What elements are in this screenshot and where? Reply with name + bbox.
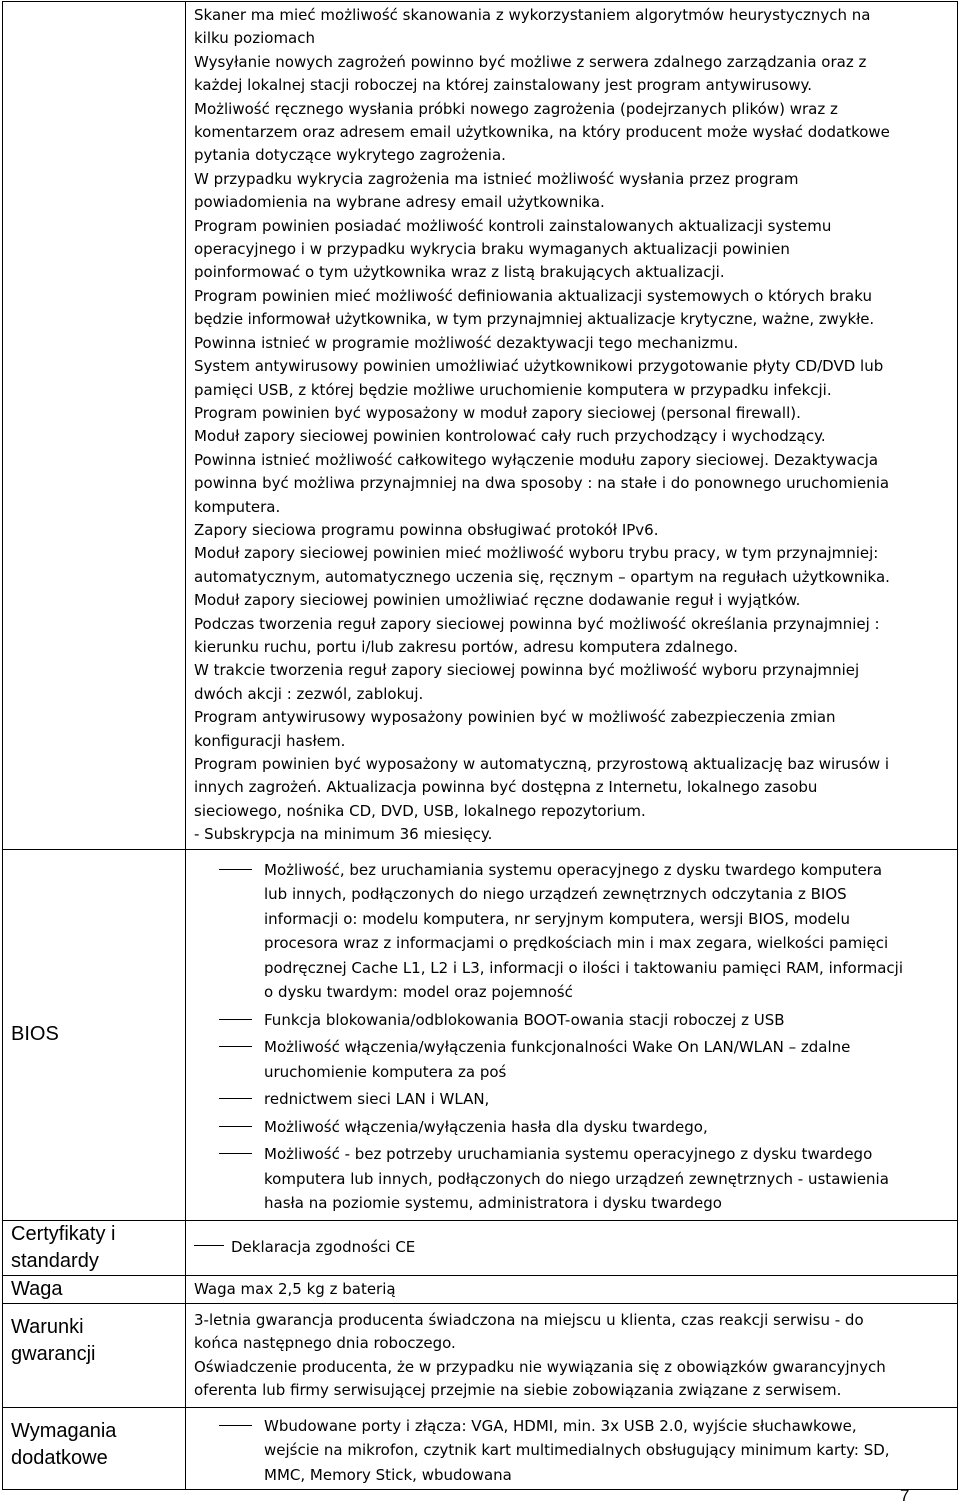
text-line: dwóch akcji : zezwól, zablokuj. [194, 684, 424, 703]
text-line: Moduł zapory sieciowej powinien umożliwiać ręczne dodawanie reguł i wyjątków. [194, 591, 801, 610]
dash-bullet-icon [219, 1046, 252, 1047]
list-item: Wbudowane porty i złącza: VGA, HDMI, min. 3x USB 2.0, wyjście słuchawkowe, wejście na mikrofon, czytnik kart multimedialnych obsługujący minimum karty: SD, MMC, Memory Stick, wbudowana [194, 1414, 949, 1488]
text-line: powiadomienia na wybrane adresy email użytkownika. [194, 193, 605, 212]
list-item: Możliwość - bez potrzeby uruchamiania systemu operacyjnego z dysku twardego komputera lub innych, podłączonych do niego urządzeń zewnętrznych - ustawienia hasła na poziomie systemu, administratora i dysku twardego [194, 1142, 949, 1216]
table-row [3, 1304, 958, 1408]
dash-bullet-icon [219, 1153, 252, 1154]
text-line: Moduł zapory sieciowej powinien mieć możliwość wyboru trybu pracy, w tym przynajmniej: [194, 544, 879, 563]
page-number: 7 [900, 1486, 910, 1505]
text-line: będzie informował użytkownika, w tym przynajmniej aktualizacje krytyczne, ważne, zwykłe. [194, 310, 875, 329]
list-item: Możliwość włączenia/wyłączenia funkcjonalności Wake On LAN/WLAN – zdalne uruchomienie komputera za poś [194, 1035, 949, 1084]
bios-requirements-cell [186, 849, 958, 1220]
row-label-additional: Wymagania dodatkowe [3, 1407, 186, 1490]
text-line: kilku poziomach [194, 29, 315, 48]
dash-bullet-icon [219, 1019, 252, 1020]
additional-requirements-cell [186, 1407, 958, 1490]
row-label-empty [3, 2, 186, 850]
text-line: operacyjnego i w przypadku wykrycia braku wymaganych aktualizacji powinien [194, 240, 790, 259]
text-line: Program antywirusowy wyposażony powinien być w możliwość zabezpieczenia zmian [194, 708, 836, 727]
text-line: W przypadku wykrycia zagrożenia ma istnieć możliwość wysłania przez program [194, 169, 799, 188]
text-line: końca następnego dnia roboczego. [194, 1334, 456, 1353]
text-line: poinformować o tym użytkownika wraz z listą brakujących aktualizacji. [194, 263, 725, 282]
table-row [3, 849, 958, 1220]
text-line: automatycznym, automatycznego uczenia się, ręcznym – opartym na regułach użytkownika. [194, 567, 890, 586]
text-line: System antywirusowy powinien umożliwiać użytkownikowi przygotowanie płyty CD/DVD lub [194, 357, 884, 376]
text-line: Program powinien mieć możliwość definiowania aktualizacji systemowych o których braku [194, 286, 872, 305]
text-line: Możliwość ręcznego wysłania próbki nowego zagrożenia (podejrzanych plików) wraz z [194, 99, 838, 118]
text-line: Powinna istnieć możliwość całkowitego wyłączenie modułu zapory sieciowej. Dezaktywacja [194, 450, 879, 469]
list-item: rednictwem sieci LAN i WLAN, [194, 1087, 949, 1112]
weight-cell [186, 1275, 958, 1303]
text-line: 3-letnia gwarancja producenta świadczona na miejscu u klienta, czas reakcji serwisu - do [194, 1311, 864, 1330]
text-line: konfiguracji hasłem. [194, 731, 346, 750]
table-row [3, 1407, 958, 1490]
text-line: Oświadczenie producenta, że w przypadku nie wywiązania się z obowiązków gwarancyjnych [194, 1357, 886, 1376]
list-item: Możliwość, bez uruchamiania systemu operacyjnego z dysku twardego komputera lub innych, podłączonych do niego urządzeń zewnętrznych odczytania z BIOS informacji o: modelu komputera, nr seryjnym komputera, wersji BIOS, modelu procesora wraz z informacjami o prędkościach min i max zegara, wielkości pamięci podręcznej Cache L1, L2 i L3, informacji o ilości i taktowaniu pamięci RAM, informacji o dysku twardym: model oraz pojemność [194, 858, 949, 1005]
antivirus-requirements-cell [186, 2, 958, 850]
warranty-cell [186, 1304, 958, 1408]
text-line: Podczas tworzenia reguł zapory sieciowej powinna być możliwość określania przynajmniej : [194, 614, 880, 633]
text-line: każdej lokalnej stacji roboczej na której zainstalowany jest program antywirusowy. [194, 76, 812, 95]
text-line: oferenta lub firmy serwisującej przejmie na siebie zobowiązania związane z serwisem. [194, 1381, 842, 1400]
text-line: innych zagrożeń. Aktualizacja powinna być dostępna z Internetu, lokalnego zasobu [194, 778, 818, 797]
text-line: powinna być możliwa przynajmniej na dwa sposoby : na stałe i do ponownego uruchomienia [194, 474, 890, 493]
table-row [3, 1275, 958, 1303]
text-line: komputera. [194, 497, 281, 516]
text-line: Program powinien być wyposażony w moduł zapory sieciowej (personal firewall). [194, 403, 801, 422]
specification-table [2, 1, 958, 1490]
text-line: Moduł zapory sieciowej powinien kontrolować cały ruch przychodzący i wychodzący. [194, 427, 826, 446]
text-line: Wysyłanie nowych zagrożeń powinno być możliwe z serwera zdalnego zarządzania oraz z [194, 52, 867, 71]
dash-bullet-icon [219, 1126, 252, 1127]
row-label-weight: Waga [3, 1275, 186, 1303]
list-item: Możliwość włączenia/wyłączenia hasła dla dysku twardego, [194, 1115, 949, 1140]
text-line: Waga max 2,5 kg z baterią [194, 1279, 396, 1298]
text-line: W trakcie tworzenia reguł zapory sieciowej powinna być możliwość wyboru przynajmniej [194, 661, 860, 680]
row-label-bios: BIOS [3, 849, 186, 1220]
dash-bullet-icon [219, 869, 252, 870]
list-item: Funkcja blokowania/odblokowania BOOT-owania stacji roboczej z USB [194, 1008, 949, 1033]
text-line: Skaner ma mieć możliwość skanowania z wykorzystaniem algorytmów heurystycznych na [194, 6, 871, 24]
dash-bullet-icon [194, 1245, 224, 1246]
text-line: Program powinien być wyposażony w automatyczną, przyrostową aktualizację baz wirusów i [194, 755, 890, 773]
text-line: Program powinien posiadać możliwość kontroli zainstalowanych aktualizacji systemu [194, 216, 832, 235]
table-row [3, 1220, 958, 1275]
text-line: Powinna istnieć w programie możliwość dezaktywacji tego mechanizmu. [194, 333, 739, 352]
list-item: Deklaracja zgodności CE [194, 1223, 949, 1261]
text-line: pytania dotyczące wykrytego zagrożenia. [194, 146, 506, 165]
text-line: kierunku ruchu, portu i/lub zakresu portów, adresu komputera zdalnego. [194, 637, 738, 656]
text-line: pamięci USB, z której będzie możliwe uruchomienie komputera w przypadku infekcji. [194, 380, 832, 399]
text-line: komentarzem oraz adresem email użytkownika, na który producent może wysłać dodatkowe [194, 123, 890, 142]
table-row [3, 2, 958, 850]
dash-bullet-icon [219, 1098, 252, 1099]
text-line: Zapory sieciowa programu powinna obsługiwać protokół IPv6. [194, 520, 659, 539]
text-line: sieciowego, nośnika CD, DVD, USB, lokalnego repozytorium. [194, 801, 646, 820]
row-label-warranty: Warunki gwarancji [3, 1304, 186, 1408]
text-line: - Subskrypcja na minimum 36 miesięcy. [194, 825, 493, 844]
row-label-certificates: Certyfikaty i standardy [3, 1220, 186, 1275]
certificates-cell [186, 1220, 958, 1275]
dash-bullet-icon [219, 1425, 252, 1426]
